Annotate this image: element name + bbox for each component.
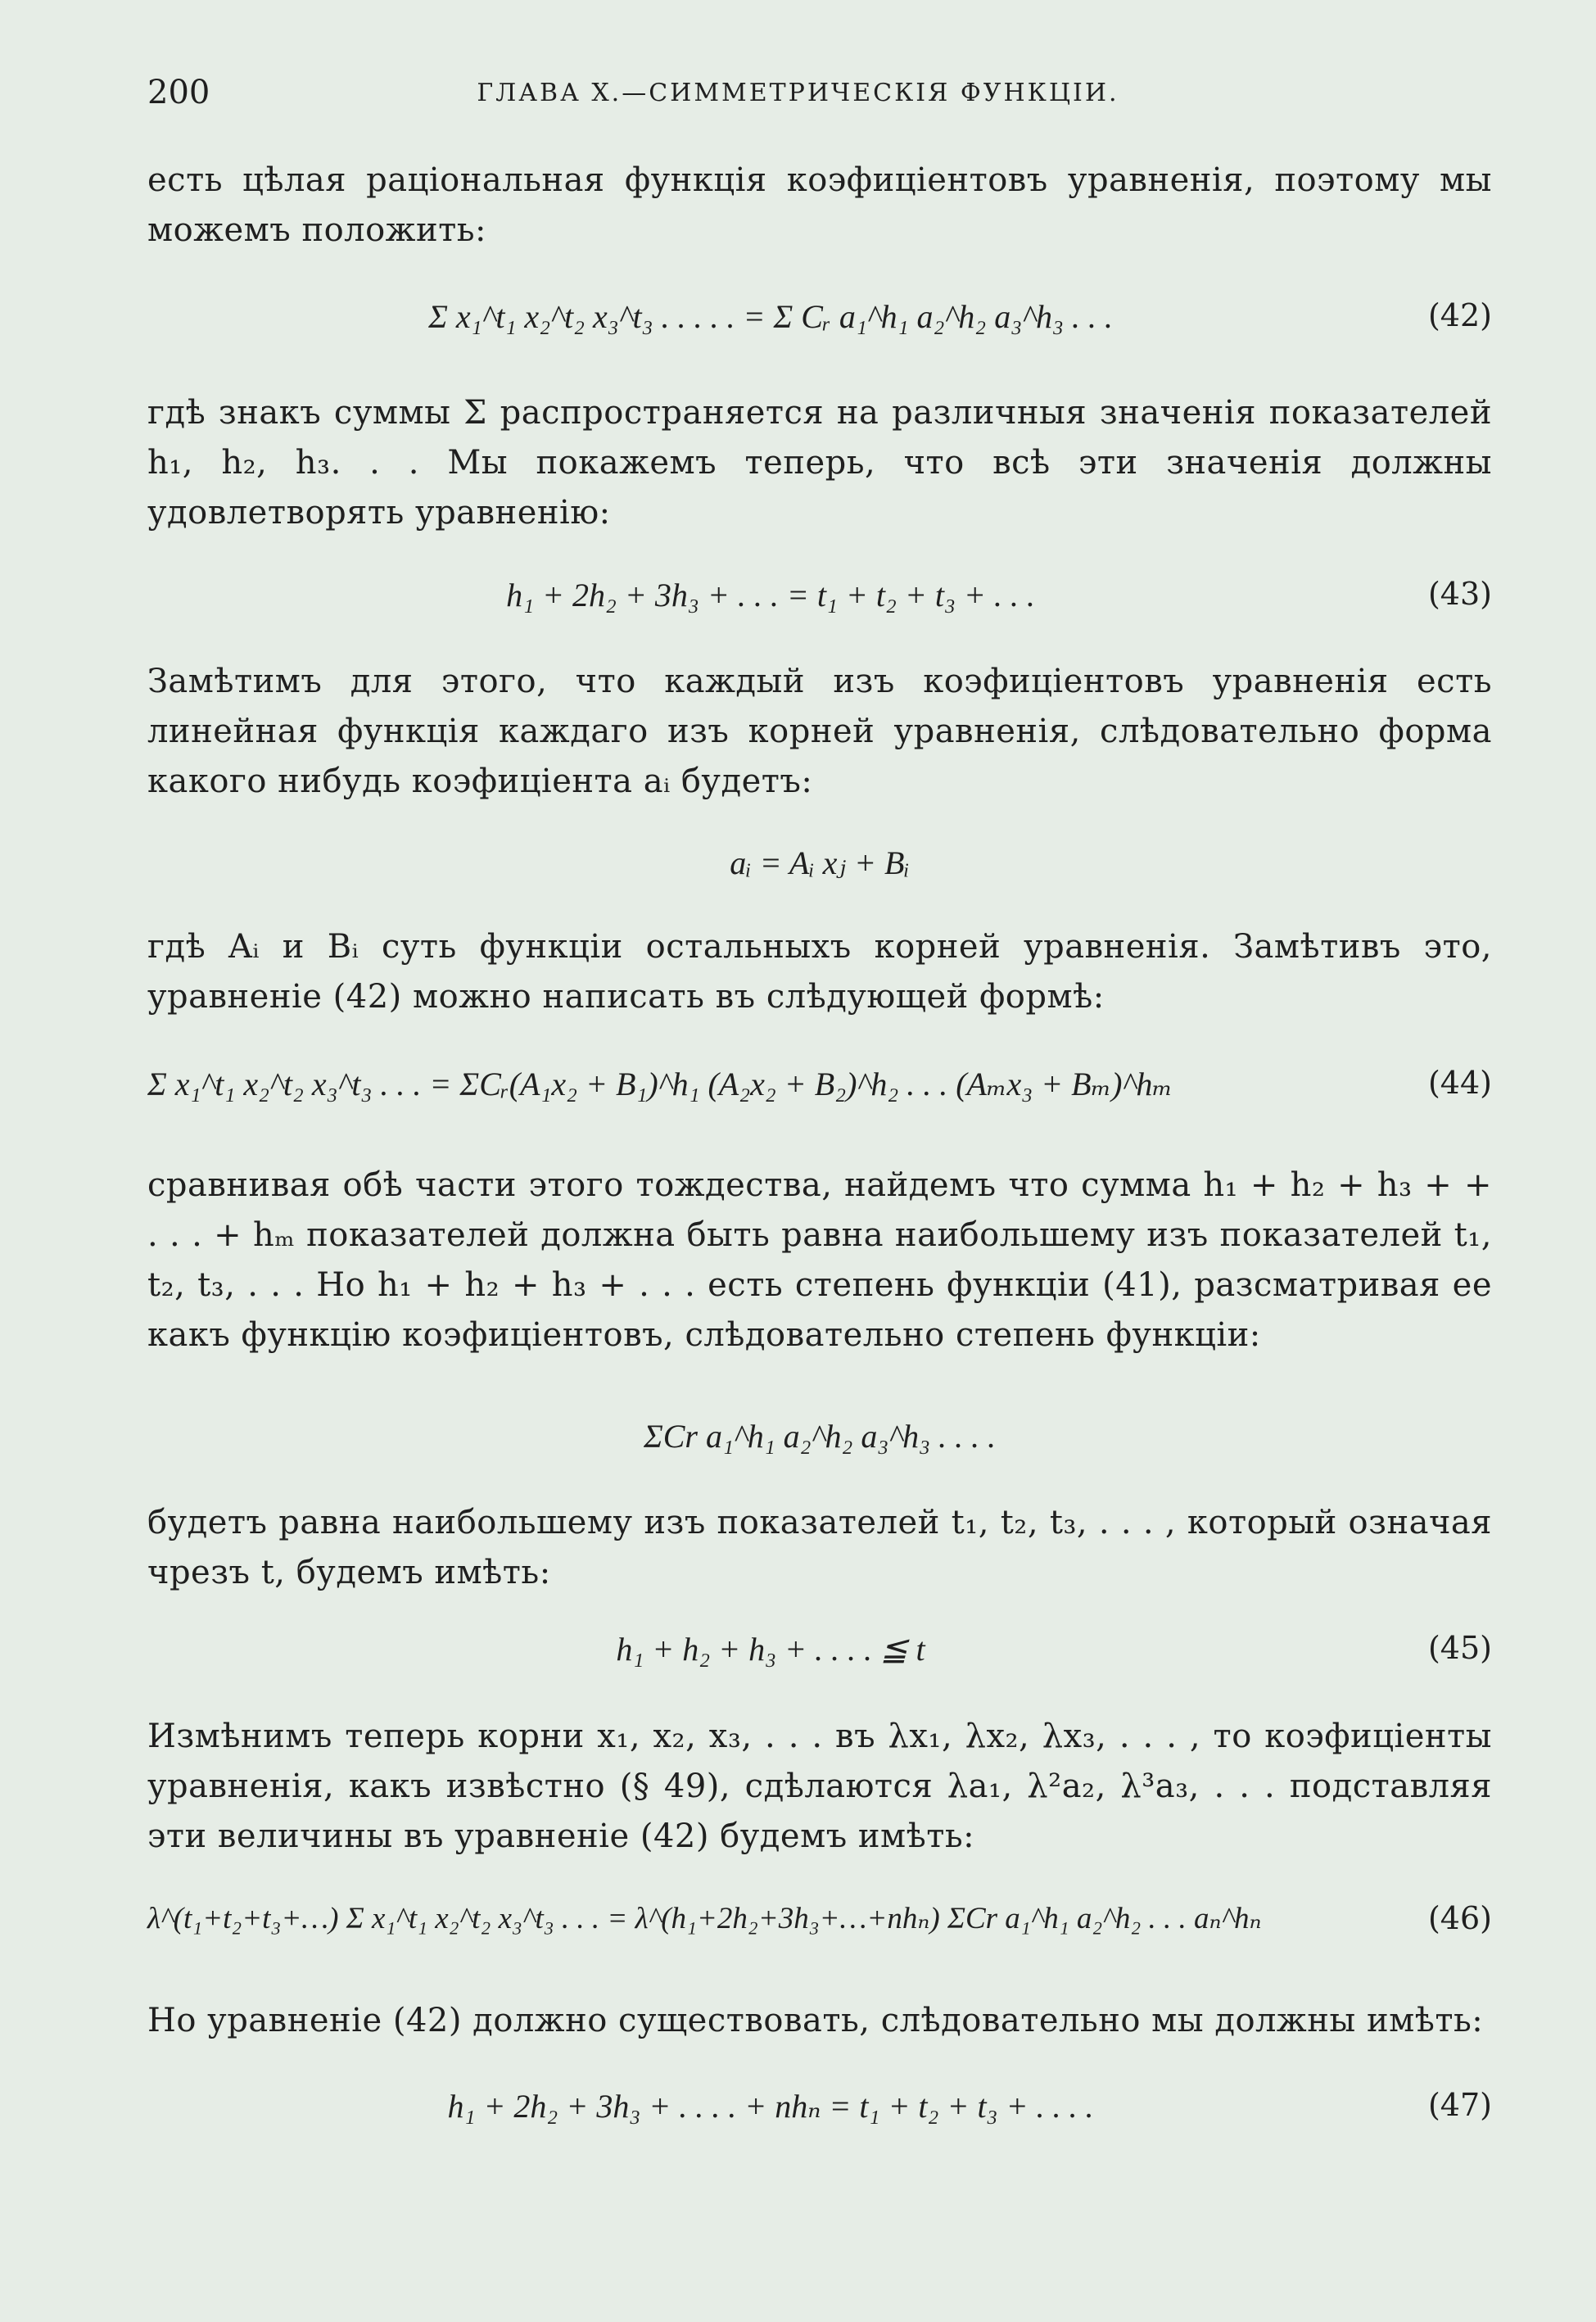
equation-expr: λ^(t₁+t₂+t₃+…) Σ x₁^t₁ x₂^t₂ x₃^t₃ . . . = λ^(h₁+2h₂+3h₃+…+nhₙ) ΣCr a₁^h₁ a₂^h₂ . . . aₙ^hₙ bbox=[147, 1902, 1262, 1935]
paragraph-7: Измѣнимъ теперь корни x₁, x₂, x₃, . . . въ λx₁, λx₂, λx₃, . . . , то коэфиціенты уравненія, какъ извѣстно (§ 49), сдѣлаются λa₁, λ²a₂, λ³a₃, . . . подставляя эти величины въ уравненіе (42) будемъ имѣть: bbox=[147, 1718, 1492, 1855]
page-header bbox=[147, 74, 1449, 123]
equation-number: (44) bbox=[1427, 1065, 1492, 1101]
equation-expr: h₁ + h₂ + h₃ + . . . . ≦ t bbox=[616, 1631, 925, 1668]
running-head: ГЛАВА X.—СИММЕТРИЧЕСКІЯ ФУНКЦІИ. bbox=[477, 79, 1119, 107]
paragraph-4: гдѣ Aᵢ и Bᵢ суть функціи остальныхъ корней уравненія. Замѣтивъ это, уравненіе (42) можно написать въ слѣдующей формѣ: bbox=[147, 928, 1492, 1016]
equation-43 bbox=[147, 576, 1492, 625]
paragraph-2: гдѣ знакъ суммы Σ распространяется на различныя значенія показателей h₁, h₂, h₃. . . Мы покажемъ теперь, что всѣ эти значенія должны удовлетворять уравненію: bbox=[147, 394, 1492, 532]
equation-46 bbox=[147, 1900, 1492, 1949]
equation-number: (45) bbox=[1427, 1630, 1492, 1666]
paragraph-1: есть цѣлая раціональная функція коэфиціентовъ уравненія, поэтому мы можемъ положить: bbox=[147, 161, 1492, 249]
equation-ai bbox=[147, 844, 1492, 893]
equation-expr: Σ x₁^t₁ x₂^t₂ x₃^t₃ . . . . . = Σ Cᵣ a₁^h₁ a₂^h₂ a₃^h₃ . . . bbox=[428, 298, 1113, 335]
equation-number: (47) bbox=[1427, 2087, 1492, 2123]
paragraph-3: Замѣтимъ для этого, что каждый изъ коэфиціентовъ уравненія есть линейная функція каждаго изъ корней уравненія, слѣдовательно форма какого нибудь коэфиціента aᵢ будетъ: bbox=[147, 663, 1492, 800]
equation-44 bbox=[147, 1065, 1492, 1114]
equation-number: (42) bbox=[1427, 297, 1492, 333]
equation-number: (43) bbox=[1427, 576, 1492, 612]
equation-45 bbox=[147, 1630, 1492, 1679]
equation-47 bbox=[147, 2087, 1492, 2136]
equation-expr: Σ x₁^t₁ x₂^t₂ x₃^t₃ . . . = ΣCᵣ(A₁x₂ + B₁)^h₁ (A₂x₂ + B₂)^h₂ . . . (Aₘx₃ + Bₘ)^hₘ bbox=[147, 1066, 1173, 1102]
equation-expr: h₁ + 2h₂ + 3h₃ + . . . . + nhₙ = t₁ + t₂ + t₃ + . . . . bbox=[447, 2088, 1094, 2125]
paragraph-5: сравнивая обѣ части этого тождества, найдемъ что сумма h₁ + h₂ + h₃ + + . . . + hₘ показателей должна быть равна наибольшему изъ показателей t₁, t₂, t₃, . . . Но h₁ + h₂ + h₃ + . . . есть степень функціи (41), разсматривая ее какъ функцію коэфиціентовъ, слѣдовательно степень функціи: bbox=[147, 1166, 1492, 1354]
paragraph-6: будетъ равна наибольшему изъ показателей t₁, t₂, t₃, . . . , который означая чрезъ t, будемъ имѣть: bbox=[147, 1504, 1492, 1591]
equation-expr: aᵢ = Aᵢ xⱼ + Bᵢ bbox=[730, 844, 910, 881]
equation-sum-cr bbox=[147, 1417, 1492, 1466]
paragraph-8: Но уравненіе (42) должно существовать, слѣдовательно мы должны имѣть: bbox=[147, 2002, 1484, 2039]
equation-number: (46) bbox=[1427, 1900, 1492, 1936]
page-number: 200 bbox=[147, 74, 210, 111]
equation-expr: ΣCr a₁^h₁ a₂^h₂ a₃^h₃ . . . . bbox=[643, 1418, 997, 1455]
equation-42 bbox=[147, 297, 1492, 346]
equation-expr: h₁ + 2h₂ + 3h₃ + . . . = t₁ + t₂ + t₃ + . . . bbox=[506, 577, 1035, 613]
